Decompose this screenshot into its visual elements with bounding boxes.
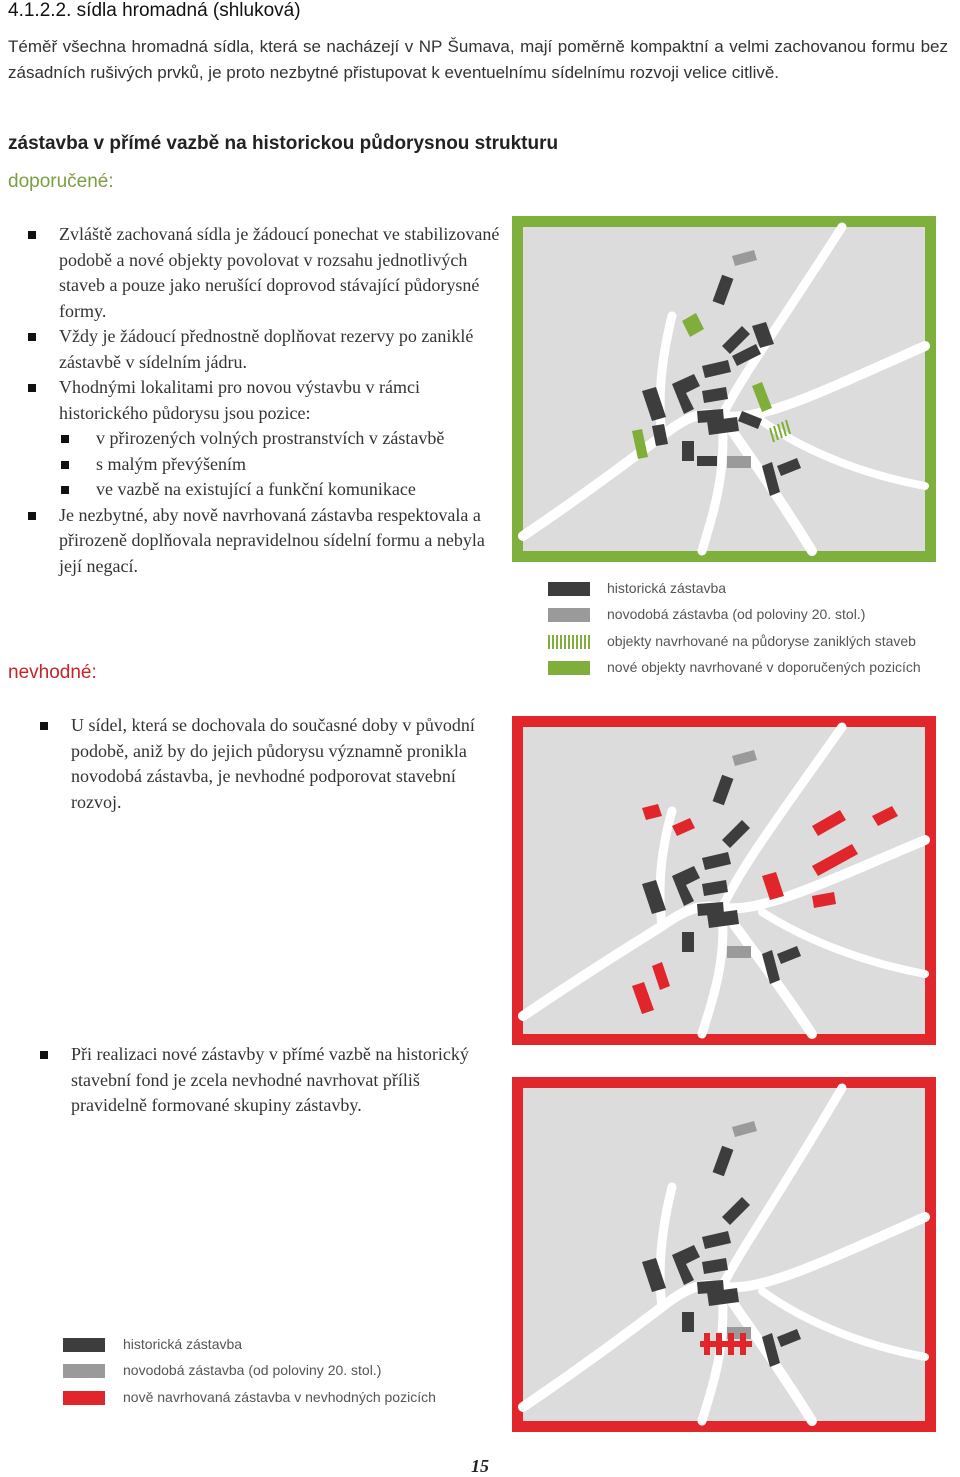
legend-label: novodobá zástavba (od poloviny 20. stol.): [607, 606, 866, 622]
legend-swatch-modern: [548, 608, 590, 622]
legend-swatch-new-red: [63, 1391, 105, 1405]
map-unsuitable-2: [512, 1077, 936, 1432]
legend-swatch-new-green: [548, 661, 590, 675]
list-item: Vždy je žádoucí přednostně doplňovat rezervy po zaniklé zástavbě v sídelním jádru.: [8, 324, 508, 375]
unsuitable-list-2: [20, 1042, 500, 1119]
legend-label: historická zástavba: [123, 1336, 243, 1352]
legend-label: nové objekty navrhované v doporučených pozicích: [607, 659, 921, 675]
map-background: [523, 1088, 925, 1421]
legend-label: nově navrhovaná zástavba v nevhodných pozicích: [123, 1389, 436, 1405]
list-item: Zvláště zachovaná sídla je žádoucí ponechat ve stabilizované podobě a nové objekty povolovat v rozsahu jednotlivých staveb a pouze jako nerušící doprovod stávající půdorysné formy.: [8, 222, 508, 324]
list-item: Při realizaci nové zástavby v přímé vazbě na historický stavební fond je zcela nevhodné navrhovat příliš pravidelně formované skupiny zástavby.: [20, 1042, 500, 1119]
list-item: U sídel, která se dochovala do současné doby v původní podobě, aniž by do jejich půdorysu významně pronikla novodobá zástavba, je nevhodné podporovat stavební rozvoj.: [20, 713, 500, 815]
legend-label: novodobá zástavba (od poloviny 20. stol.): [123, 1362, 382, 1378]
unsuitable-label: nevhodné:: [8, 662, 97, 683]
sub-list-item: s malým převýšením: [59, 452, 508, 478]
legend-label: objekty navrhované na půdoryse zaniklých staveb: [607, 633, 916, 649]
legend-swatch-historic: [63, 1338, 105, 1352]
list-item: [8, 375, 508, 503]
legend-swatch-hatched: [548, 635, 590, 649]
legend-swatch-modern: [63, 1364, 105, 1378]
recommended-label: doporučené:: [8, 171, 114, 192]
list-item-text: Vhodnými lokalitami pro novou výstavbu v rámci historického půdorysu jsou pozice:: [59, 377, 420, 423]
unsuitable-list-1: [20, 713, 500, 815]
intro-paragraph: Téměř všechna hromadná sídla, která se nacházejí v NP Šumava, mají poměrně kompaktní a velmi zachovanou formu bez zásadních rušivých prvků, je proto nezbytné přistupovat k eventuelnímu sídelnímu rozvoji velice citlivě.: [8, 37, 948, 82]
recommended-list: [8, 222, 508, 579]
sub-list-item: ve vazbě na existující a funkční komunikace: [59, 477, 508, 503]
list-item: Je nezbytné, aby nově navrhovaná zástavba respektovala a přirozeně doplňovala nepravidelnou sídelní formu a nebyla její negací.: [8, 503, 508, 580]
section-heading: 4.1.2.2. sídla hromadná (shluková): [8, 0, 301, 21]
sub-list: [59, 426, 508, 503]
sub-list-item: v přirozených volných prostranstvích v zástavbě: [59, 426, 508, 452]
map-unsuitable-1: [512, 716, 936, 1045]
legend-label: historická zástavba: [607, 580, 727, 596]
legend-swatch-historic: [548, 582, 590, 596]
map-recommended: [512, 216, 936, 562]
page-number: 15: [471, 1456, 489, 1476]
subheading: zástavba v přímé vazbě na historickou půdorysnou strukturu: [8, 133, 559, 154]
